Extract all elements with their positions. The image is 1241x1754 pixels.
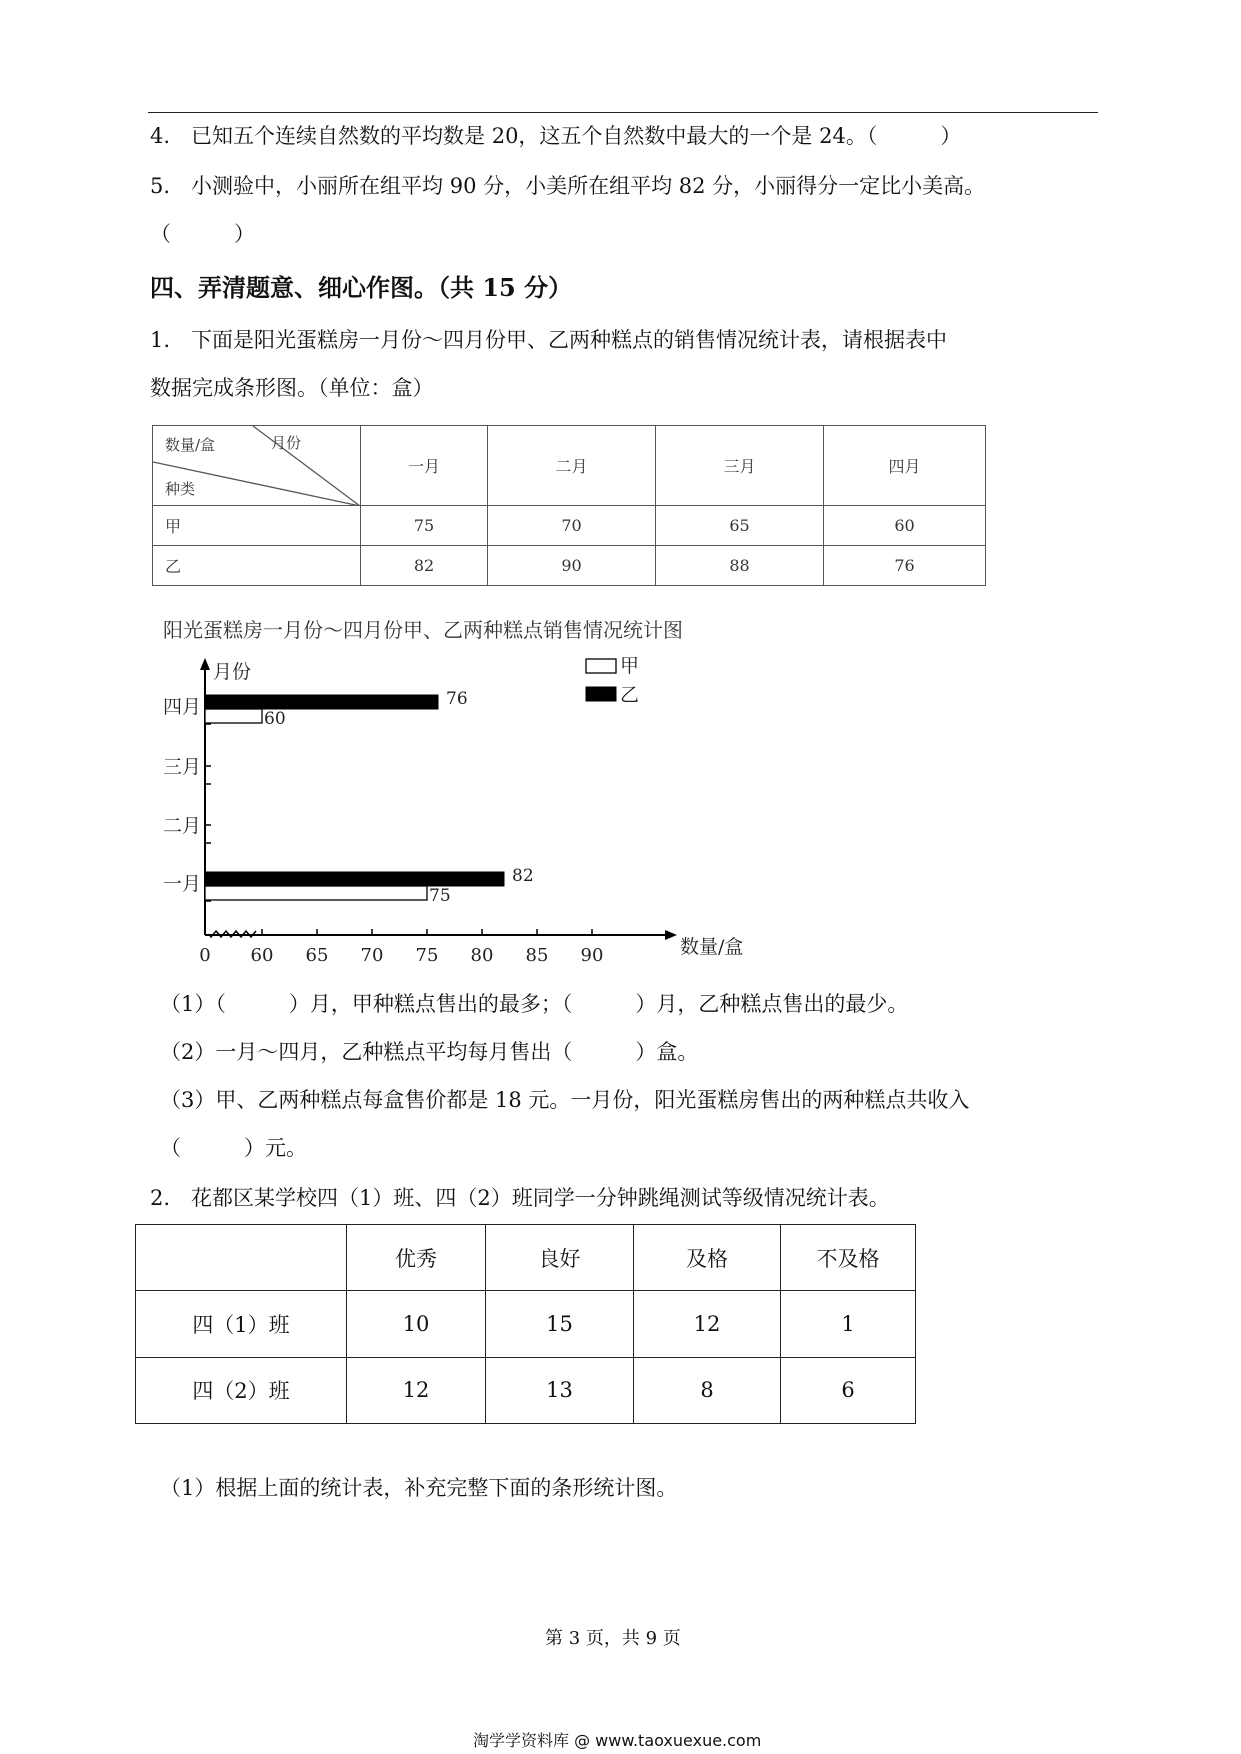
- question-1-line-1: 1. 下面是阳光蛋糕房一月份～四月份甲、乙两种糕点的销售情况统计表，请根据表中: [150, 328, 948, 352]
- x-tick-label: 60: [250, 945, 274, 966]
- top-rule: [148, 112, 1098, 113]
- table-cell: 90: [488, 546, 656, 586]
- table-row: [136, 1291, 916, 1357]
- table-row: [153, 506, 986, 546]
- table-cell: 1: [781, 1291, 916, 1357]
- sub-question-3-line-1: （3）甲、乙两种糕点每盒售价都是 18 元。一月份，阳光蛋糕房售出的两种糕点共收入: [160, 1088, 970, 1112]
- legend-label-yi: 乙: [620, 684, 640, 706]
- sub-question-3-line-2: （ ）元。: [160, 1136, 307, 1160]
- y-category-label: 二月: [162, 815, 201, 837]
- row-label: 甲: [153, 506, 361, 546]
- corner-label-month: 月份: [271, 434, 302, 452]
- legend-swatch-jia: [586, 659, 616, 673]
- question-2: 2. 花都区某学校四（1）班、四（2）班同学一分钟跳绳测试等级情况统计表。: [150, 1186, 890, 1210]
- x-axis-label: 数量/盒: [680, 936, 744, 958]
- sub-question-1: （1）（ ）月，甲种糕点售出的最多；（ ）月，乙种糕点售出的最少。: [160, 992, 909, 1016]
- table-cell: 88: [656, 546, 824, 586]
- question-5-line-1: 5. 小测验中，小丽所在组平均 90 分，小美所在组平均 82 分，小丽得分一定比小美高。: [150, 174, 986, 198]
- table-header-month: 二月: [488, 426, 656, 506]
- table-header-month: 一月: [361, 426, 488, 506]
- bar-jia: [205, 886, 427, 900]
- row-label: 乙: [153, 546, 361, 586]
- x-tick-label: 0: [199, 945, 211, 966]
- bar-value-label: 60: [264, 709, 286, 729]
- table-cell: 15: [486, 1291, 634, 1357]
- bar-yi: [205, 695, 438, 709]
- bar-value-label: 82: [512, 866, 534, 886]
- x-axis-arrow: [665, 930, 677, 940]
- page-number: 第 3 页，共 9 页: [545, 1628, 681, 1649]
- rope-skipping-table: [135, 1224, 916, 1424]
- y-axis-label: 月份: [213, 661, 252, 683]
- row-label: 四（2）班: [136, 1357, 347, 1423]
- table-cell: 12: [347, 1357, 486, 1423]
- table-header-empty: [136, 1225, 347, 1291]
- question-5-line-2: （ ）: [150, 222, 255, 246]
- y-category-label: 三月: [162, 756, 201, 778]
- chart-title: 阳光蛋糕房一月份～四月份甲、乙两种糕点销售情况统计图: [163, 618, 683, 642]
- bar-value-label: 76: [446, 689, 468, 709]
- table-row: [136, 1357, 916, 1423]
- table-header-level: 优秀: [347, 1225, 486, 1291]
- sales-bar-chart: [140, 640, 780, 970]
- table-cell: 60: [824, 506, 986, 546]
- x-tick-label: 70: [360, 945, 384, 966]
- corner-label-kind: 种类: [165, 480, 196, 498]
- y-axis-arrow: [200, 658, 210, 670]
- x-tick-label: 80: [470, 945, 494, 966]
- corner-label-quantity: 数量/盒: [165, 436, 216, 454]
- x-tick-label: 85: [525, 945, 549, 966]
- table-cell: 12: [634, 1291, 781, 1357]
- sales-table: [152, 425, 986, 586]
- table-cell: 76: [824, 546, 986, 586]
- table-header-level: 不及格: [781, 1225, 916, 1291]
- table-cell: 82: [361, 546, 488, 586]
- bar-value-label: 75: [429, 886, 451, 906]
- watermark: 淘学学资料库 @ www.taoxuexue.com: [473, 1731, 762, 1750]
- question-1-line-2: 数据完成条形图。（单位：盒）: [150, 376, 434, 400]
- question-4: 4. 已知五个连续自然数的平均数是 20，这五个自然数中最大的一个是 24。（ ）: [150, 124, 962, 148]
- table-header-month: 四月: [824, 426, 986, 506]
- x-tick-label: 90: [580, 945, 604, 966]
- table-header-level: 良好: [486, 1225, 634, 1291]
- question-2-sub-1: （1）根据上面的统计表，补充完整下面的条形统计图。: [160, 1476, 678, 1500]
- table-header-month: 三月: [656, 426, 824, 506]
- table-cell: 75: [361, 506, 488, 546]
- y-category-label: 四月: [162, 696, 201, 718]
- x-tick-label: 75: [415, 945, 439, 966]
- table-cell: 70: [488, 506, 656, 546]
- table-cell: 8: [634, 1357, 781, 1423]
- bar-yi: [205, 872, 504, 886]
- section-4-heading: 四、弄清题意、细心作图。（共 15 分）: [150, 273, 573, 302]
- row-label: 四（1）班: [136, 1291, 347, 1357]
- table-cell: 65: [656, 506, 824, 546]
- table-cell: 13: [486, 1357, 634, 1423]
- table-cell: 10: [347, 1291, 486, 1357]
- table-row: [153, 546, 986, 586]
- y-category-label: 一月: [162, 873, 201, 895]
- table-corner-cell: [153, 426, 361, 506]
- legend-label-jia: 甲: [620, 655, 640, 677]
- bar-jia: [205, 709, 262, 723]
- x-tick-label: 65: [305, 945, 329, 966]
- table-cell: 6: [781, 1357, 916, 1423]
- sub-question-2: （2）一月～四月，乙种糕点平均每月售出（ ）盒。: [160, 1040, 699, 1064]
- table-header-level: 及格: [634, 1225, 781, 1291]
- legend-swatch-yi: [586, 687, 616, 701]
